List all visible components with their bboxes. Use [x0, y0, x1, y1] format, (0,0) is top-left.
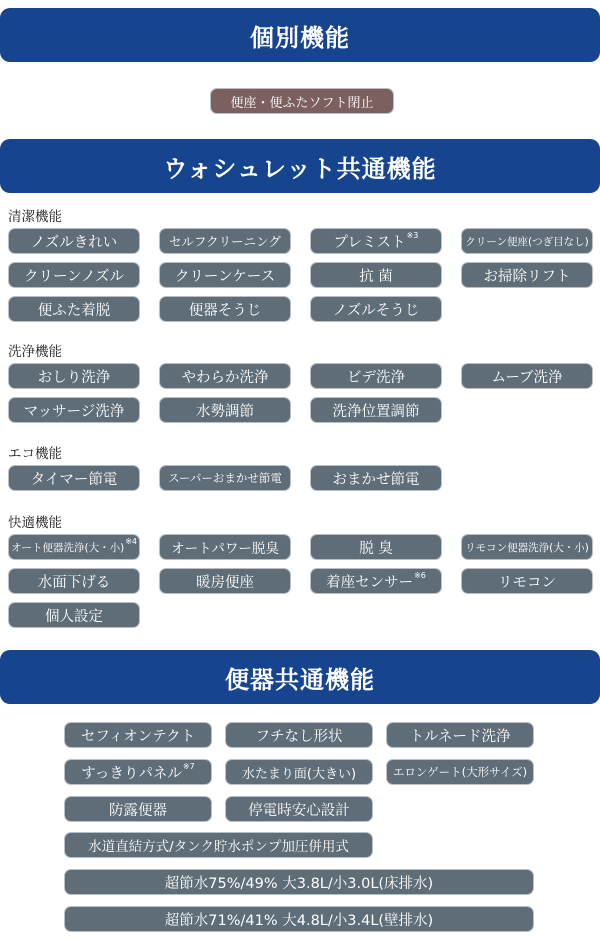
feature-soft-wash: やわらか洗浄: [159, 363, 291, 389]
feature-deodorize: 脱 臭: [310, 534, 442, 560]
category-washing: 洗浄機能: [8, 344, 62, 360]
feature-personal-settings: 個人設定: [8, 602, 140, 628]
feature-heated-seat: 暖房便座: [159, 568, 291, 594]
feature-water-pressure: 水勢調節: [159, 397, 291, 423]
category-cleanliness: 清潔機能: [8, 209, 62, 225]
feature-antibacterial: 抗 菌: [310, 262, 442, 288]
section-banner-individual: [0, 8, 600, 62]
feature-move-wash: ムーブ洗浄: [461, 363, 593, 389]
section-title: 個別機能: [250, 23, 350, 52]
feature-nozzle-cleaning: ノズルそうじ: [310, 296, 442, 322]
feature-lower-water: 水面下げる: [8, 568, 140, 594]
category-eco: エコ機能: [8, 446, 62, 462]
feature-water-saving-floor: 超節水75%/49% 大3.8L/小3.0L(床排水): [64, 869, 534, 895]
feature-rear-wash: おしり洗浄: [8, 363, 140, 389]
feature-auto-power-deodorize: オートパワー脱臭: [159, 534, 291, 560]
feature-position-adjust: 洗浄位置調節: [310, 397, 442, 423]
feature-anti-condensation: 防露便器: [64, 796, 212, 822]
feature-timer-saving: タイマー節電: [8, 465, 140, 491]
feature-rimless: フチなし形状: [225, 722, 373, 748]
feature-auto-flush: オート便器洗浄(大・小) $^{※4}$: [8, 534, 140, 560]
feature-premist: プレミスト $^{※3}$: [310, 228, 442, 254]
feature-clean-nozzle: クリーンノズル: [8, 262, 140, 288]
feature-super-auto-saving: スーパーおまかせ節電: [159, 465, 291, 491]
feature-sukkiri-panel: すっきりパネル $^{※7}$: [64, 759, 212, 785]
feature-lid-removable: 便ふた着脱: [8, 296, 140, 322]
feature-self-cleaning: セルフクリーニング: [159, 228, 291, 254]
section-banner-washlet: [0, 139, 600, 193]
feature-power-outage-design: 停電時安心設計: [225, 796, 373, 822]
feature-soft-close: 便座・便ふたソフト閉止: [210, 88, 394, 114]
feature-cefiontect: セフィオンテクト: [64, 722, 212, 748]
feature-nozzle-kirei: ノズルきれい: [8, 228, 140, 254]
feature-clean-case: クリーンケース: [159, 262, 291, 288]
feature-water-surface: 水たまり面(大きい): [225, 759, 373, 785]
feature-cleaning-lift: お掃除リフト: [461, 262, 593, 288]
section-title: 便器共通機能: [225, 665, 375, 694]
section-banner-toilet: [0, 650, 600, 704]
feature-remote-flush: リモコン便器洗浄(大・小): [461, 534, 593, 560]
feature-clean-seat: クリーン便座(つぎ目なし): [461, 228, 593, 254]
feature-elongated: エロンゲート(大形サイズ): [386, 759, 534, 785]
feature-water-supply-method: 水道直結方式/タンク貯水ポンプ加圧併用式: [64, 832, 373, 858]
feature-water-saving-wall: 超節水71%/41% 大4.8L/小3.4L(壁排水): [64, 906, 534, 932]
feature-auto-saving: おまかせ節電: [310, 465, 442, 491]
feature-massage-wash: マッサージ洗浄: [8, 397, 140, 423]
feature-tornado-flush: トルネード洗浄: [386, 722, 534, 748]
feature-seat-sensor: 着座センサー $^{※6}$: [310, 568, 442, 594]
feature-bidet-wash: ビデ洗浄: [310, 363, 442, 389]
category-comfort: 快適機能: [8, 515, 62, 531]
section-title: ウォシュレット共通機能: [163, 154, 437, 183]
feature-bowl-cleaning: 便器そうじ: [159, 296, 291, 322]
feature-remote: リモコン: [461, 568, 593, 594]
